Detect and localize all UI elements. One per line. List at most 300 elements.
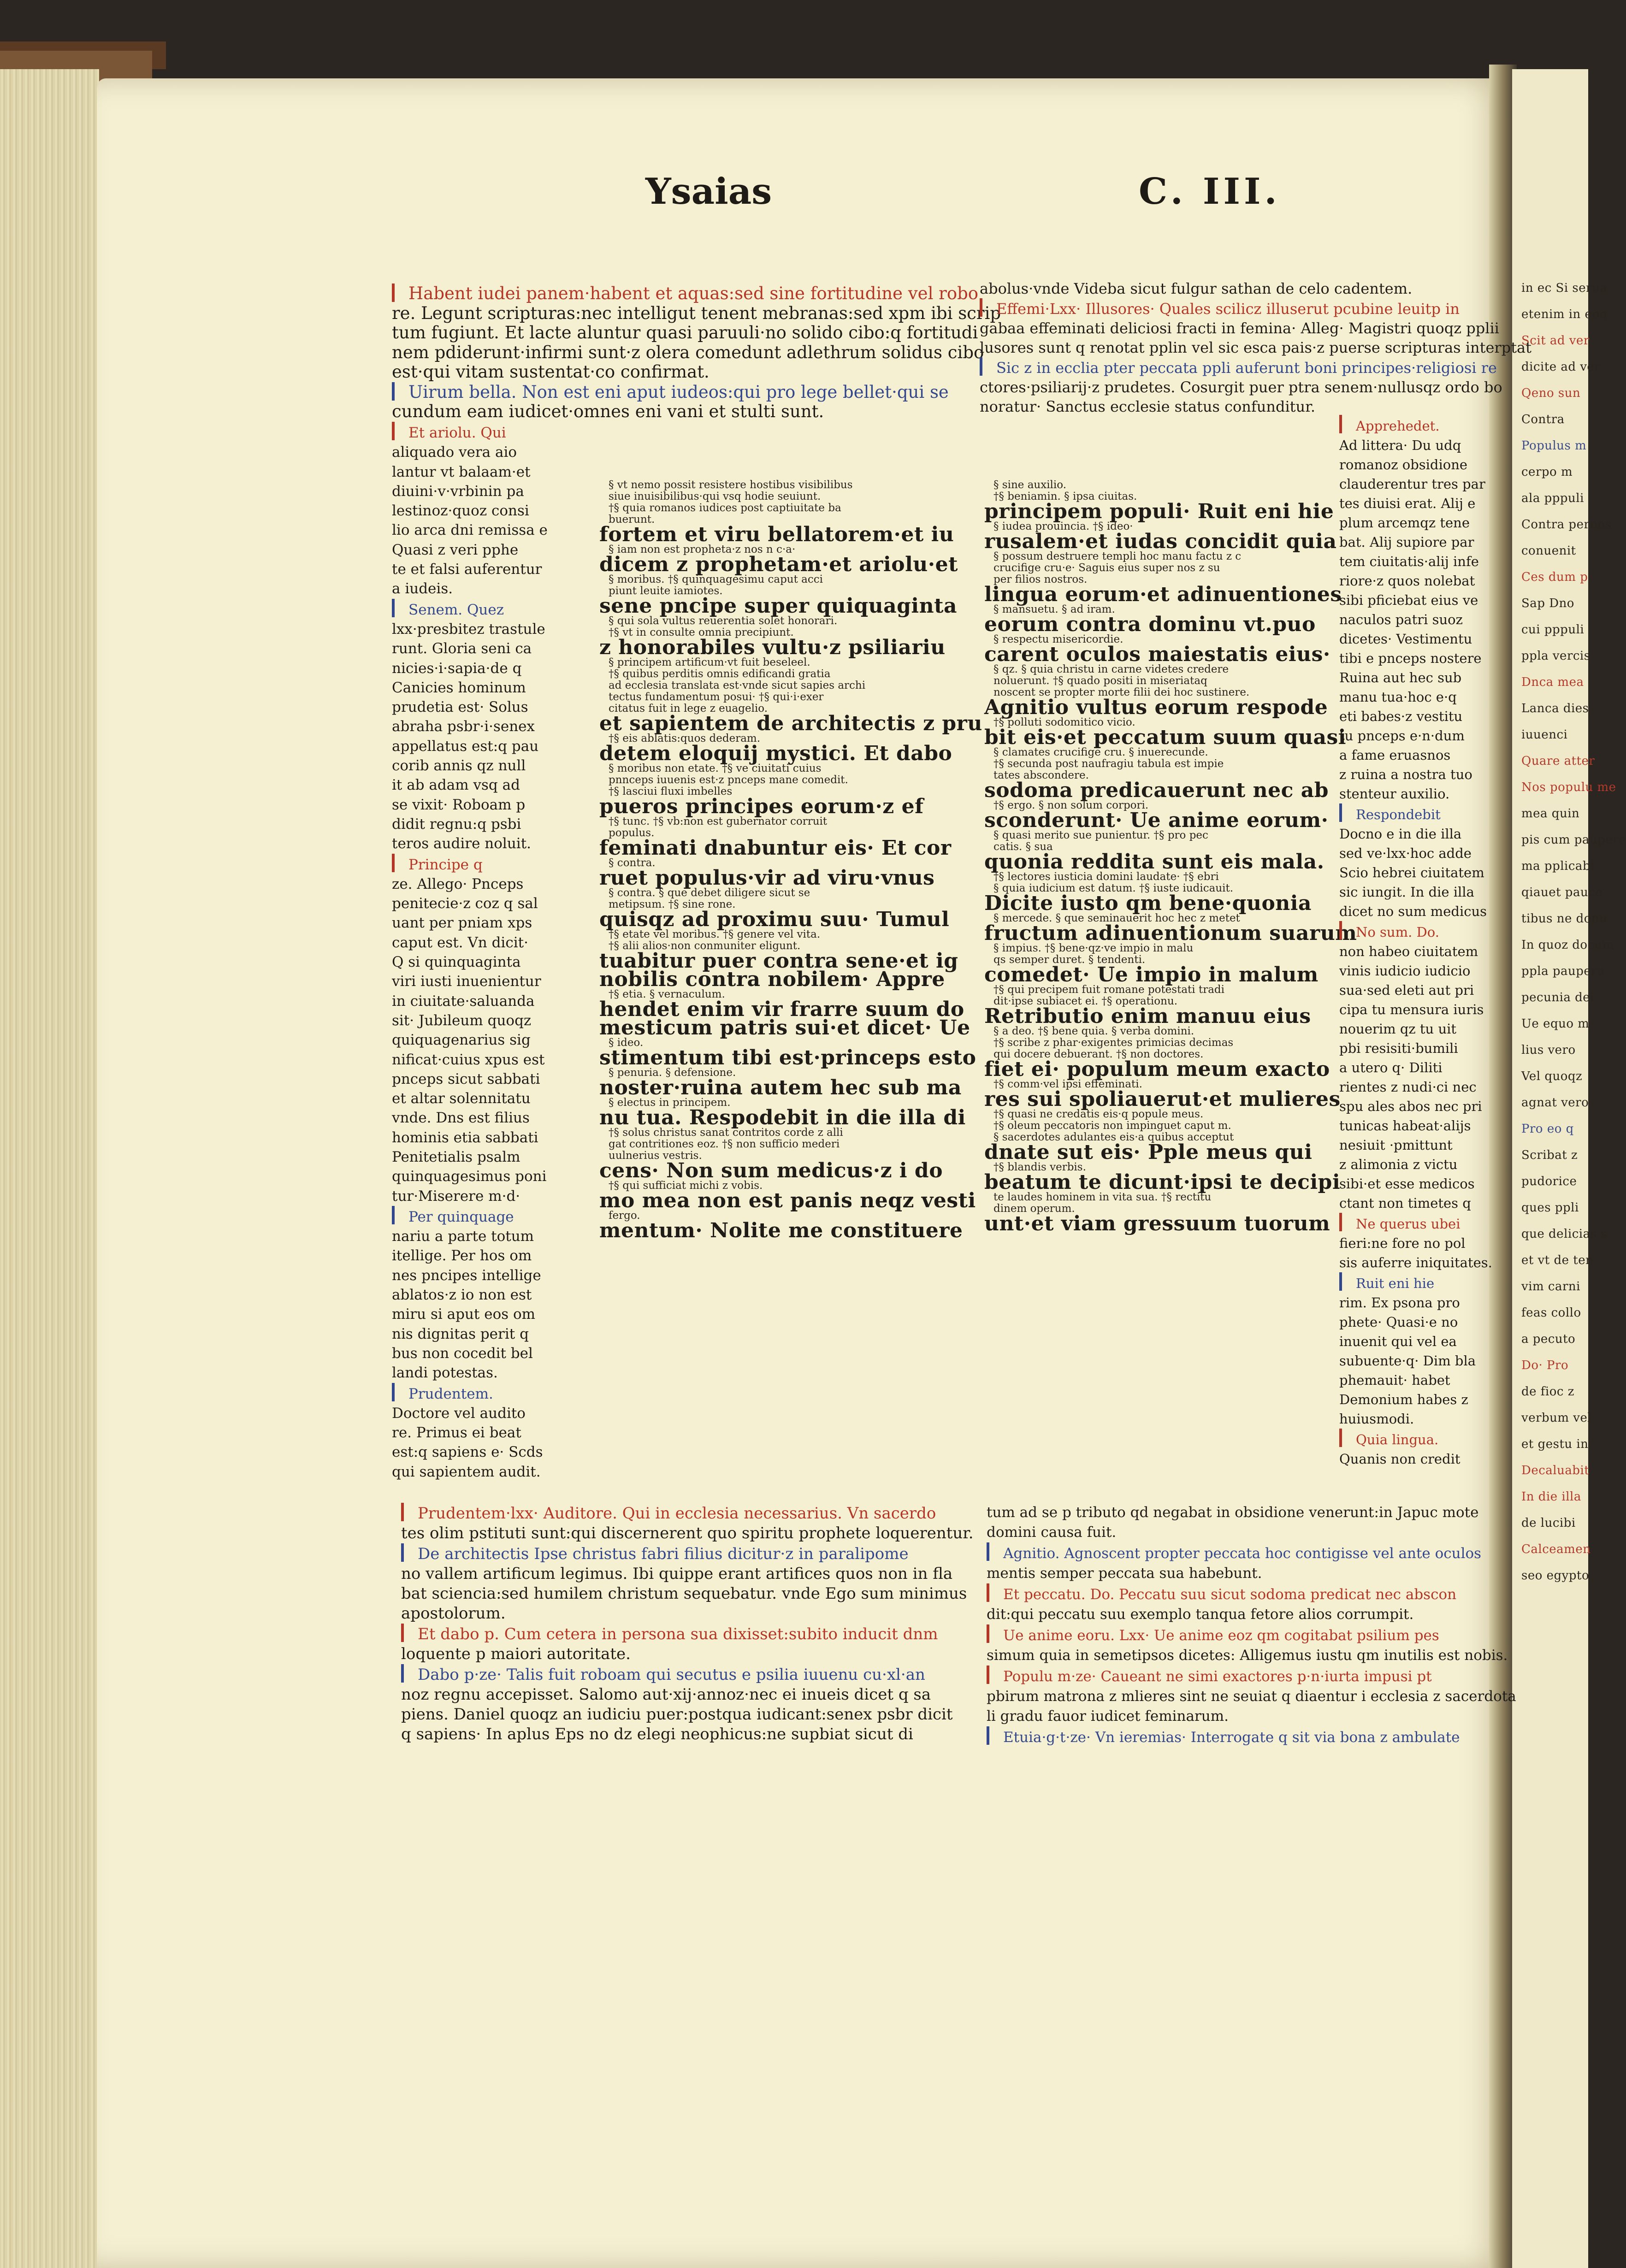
- gloss-text: pbirum matrona z mlieres sint ne seuiat q diaentur i ecclesia z sacerdota: [987, 1688, 1516, 1705]
- gloss-text: caput est. Vn dicit·: [392, 934, 528, 951]
- gloss-text: dit:qui peccatu suu exemplo tanqua fetore alios corrumpit.: [987, 1606, 1414, 1623]
- gloss-line: [392, 1069, 551, 1089]
- gloss-text: runt. Gloria seni ca: [392, 640, 532, 657]
- interlinear-gloss: †§ qui precipem fuit romane potestati tradi: [993, 984, 1224, 996]
- gloss-line: [1339, 1058, 1478, 1077]
- gloss-text: gabaa effeminati deliciosi fracti in femina· Alleg· Magistri quoqz pplii: [980, 319, 1499, 337]
- gloss-text: lestinoz·quoz consi: [392, 502, 529, 520]
- rubricated-initial-mark: [401, 1624, 416, 1642]
- gloss-line: [401, 1624, 938, 1644]
- gloss-line: [1339, 765, 1478, 784]
- rubricated-initial-mark: [392, 599, 407, 617]
- facing-page-text: dicite ad ver: [1521, 360, 1601, 374]
- facing-page-text: agnat vero: [1521, 1096, 1589, 1110]
- interlinear-gloss: § vt nemo possit resistere hostibus visibilibus: [609, 479, 853, 491]
- scripture-line: principem populi· Ruit eni hie: [984, 500, 1334, 523]
- gloss-text: est·qui vitam sustentat·co confirmat.: [392, 362, 710, 382]
- gloss-line: [392, 1442, 551, 1462]
- gloss-text: abolus·vnde Videba sicut fulgur sathan de celo cadentem.: [980, 280, 1413, 297]
- rubricated-initial-mark: [401, 1543, 416, 1562]
- facing-page-text: pis cum paupere: [1521, 833, 1626, 847]
- gloss-text: hominis etia sabbati: [392, 1129, 538, 1146]
- gloss-line: [1339, 1234, 1478, 1253]
- gloss-line: [987, 1542, 1494, 1564]
- gloss-text: ablatos·z io non est: [392, 1287, 532, 1304]
- gloss-text: Prudentem·lxx· Auditore. Qui in ecclesia necessarius. Vn sacerdo: [418, 1504, 936, 1523]
- gloss-left-top: [392, 284, 1001, 422]
- scripture-line: quonia reddita sunt eis mala.: [984, 850, 1324, 874]
- gloss-text: Quia lingua.: [1356, 1432, 1439, 1447]
- gloss-line: [1339, 1000, 1484, 1019]
- gloss-line: [401, 1503, 936, 1524]
- gloss-text: aliquado vera aio: [392, 444, 517, 461]
- gloss-line: [1339, 1077, 1478, 1097]
- gloss-line: [1339, 1019, 1478, 1039]
- gloss-text: Et peccatu. Do. Peccatu suu sicut sodoma predicat nec abscon: [1003, 1586, 1457, 1603]
- interlinear-gloss: fergo.: [609, 1210, 640, 1222]
- gloss-line: [980, 357, 1497, 378]
- gloss-text: Apprehedet.: [1356, 418, 1440, 434]
- gloss-text: Uirum bella. Non est eni aput iudeos:qui pro lege bellet·qui se: [408, 382, 949, 402]
- gloss-text: plum arcemqz tene: [1339, 515, 1470, 531]
- gloss-line: [1339, 921, 1478, 942]
- interlinear-gloss: †§ scribe z phar·exigentes primicias decimas: [993, 1037, 1234, 1049]
- gloss-line: [987, 1666, 1494, 1687]
- gloss-text: fieri:ne fore no pol: [1339, 1235, 1466, 1251]
- gloss-line: [392, 1324, 551, 1344]
- gloss-text: non habeo ciuitatem: [1339, 944, 1478, 959]
- gloss-line: [1339, 532, 1478, 552]
- scripture-line: comedet· Ue impio in malum: [984, 963, 1319, 986]
- gloss-text: dicet no sum medicus: [1339, 904, 1487, 919]
- gloss-text: viri iusti inuenientur: [392, 973, 541, 990]
- gloss-line: [1339, 803, 1478, 824]
- gloss-text: sit· Jubileum quoqz: [392, 1012, 532, 1029]
- gloss-text: no vallem artificum legimus. Ibi quippe erant artifices quos non in fla: [401, 1565, 953, 1583]
- gloss-text: simum quia in semetipsos dicetes: Alligemus iustu qm inutilis est nobis.: [987, 1647, 1508, 1664]
- gloss-text: re. Primus ei beat: [392, 1424, 521, 1441]
- gloss-line: [1339, 687, 1478, 707]
- gloss-text: Principe q: [408, 856, 483, 873]
- gloss-text: nificat·cuius xpus est: [392, 1051, 545, 1068]
- interlinear-gloss: § respectu misericordie.: [993, 633, 1123, 645]
- scripture-line: mentum· Nolite me constituere: [599, 1219, 963, 1242]
- facing-page-text: de fioc z: [1521, 1385, 1574, 1399]
- interlinear-gloss: ad ecclesia translata est·vnde sicut sapies archi: [609, 679, 866, 691]
- scripture-line: fiet ei· populum meum exacto: [984, 1057, 1330, 1081]
- gloss-line: [980, 279, 1487, 298]
- interlinear-gloss: qui docere debuerant. †§ non doctores.: [993, 1048, 1204, 1060]
- facing-page-text: Dnca mea: [1521, 675, 1584, 689]
- gloss-line: [392, 1167, 551, 1186]
- gloss-text: corib annis qz null: [392, 757, 526, 774]
- gloss-line: [401, 1664, 925, 1685]
- gloss-line: [1339, 415, 1478, 436]
- gloss-line: [392, 874, 551, 894]
- interlinear-gloss: populus.: [609, 827, 655, 839]
- gloss-text: inuenit qui vel ea: [1339, 1334, 1457, 1349]
- gloss-text: subuente·q· Dim bla: [1339, 1353, 1476, 1369]
- gloss-text: sua·sed eleti aut pri: [1339, 982, 1474, 998]
- gloss-text: a fame eruasnos: [1339, 747, 1451, 763]
- gloss-line: [392, 579, 551, 598]
- gloss-text: itellige. Per hos om: [392, 1247, 532, 1264]
- interlinear-gloss: †§ ergo. § non solum corpori.: [993, 799, 1149, 811]
- interlinear-gloss: dinem operum.: [993, 1203, 1075, 1215]
- scripture-line: et sapientem de architectis z pru: [599, 712, 982, 735]
- rubricated-initial-mark: [980, 357, 994, 376]
- gloss-line: [392, 1089, 551, 1108]
- facing-page-text: In quoz docum: [1521, 938, 1614, 952]
- gloss-line: [392, 1383, 551, 1404]
- gloss-text: romanoz obsidione: [1339, 457, 1468, 472]
- gloss-line: [1339, 1449, 1478, 1469]
- gloss-text: Prudentem.: [408, 1385, 493, 1402]
- gloss-text: te et falsi auferentur: [392, 561, 542, 578]
- scripture-line: unt·et viam gressuum tuorum: [984, 1212, 1330, 1235]
- scripture-line: Dicite iusto qm bene·quonia: [984, 892, 1312, 915]
- gloss-line: [392, 992, 551, 1011]
- gloss-text: q sapiens· In aplus Eps no dz elegi neophicus:ne supbiat sicut di: [401, 1725, 913, 1743]
- scripture-line: mesticum patris sui·et dicet· Ue: [599, 1016, 970, 1040]
- gloss-text: tibi e pnceps nostere: [1339, 650, 1482, 666]
- main-text-center: [599, 479, 982, 1242]
- gloss-text: appellatus est:q pau: [392, 738, 539, 755]
- gloss-text: bat sciencia:sed humilem christum sequebatur. vnde Ego sum minimus: [401, 1584, 967, 1603]
- interlinear-gloss: qs semper duret. § tendenti.: [993, 954, 1146, 966]
- gloss-line: [401, 1705, 953, 1725]
- facing-page-text: etenim in eoq: [1521, 307, 1608, 321]
- gloss-line: [392, 1423, 551, 1442]
- gloss-line: [987, 1523, 1494, 1542]
- facing-page-text: Vel quoqz: [1521, 1069, 1583, 1083]
- gloss-line: [1339, 513, 1478, 532]
- facing-page-text: mea quin: [1521, 807, 1580, 821]
- gloss-text: Et dabo p. Cum cetera in persona sua dixisset:subito inducit dnm: [418, 1625, 938, 1643]
- gloss-text: nicies·i·sapia·de q: [392, 660, 522, 677]
- gloss-text: clauderentur tres par: [1339, 476, 1485, 492]
- running-head-right: C. III.: [1139, 171, 1281, 213]
- facing-page-text: Lanca dies: [1521, 702, 1589, 715]
- gloss-line: [392, 422, 551, 443]
- interlinear-gloss: § penuria. § defensione.: [609, 1067, 736, 1079]
- facing-page-text: lius vero: [1521, 1043, 1576, 1057]
- gloss-text: penitecie·z coz q sal: [392, 895, 538, 912]
- interlinear-gloss: § a deo. †§ bene quia. § verba domini.: [993, 1025, 1194, 1037]
- gloss-text: ze. Allego· Pnceps: [392, 875, 524, 892]
- interlinear-gloss: § electus in principem.: [609, 1097, 731, 1109]
- interlinear-gloss: noluerunt. †§ quado positi in miseriataq: [993, 675, 1207, 687]
- gloss-text: Canicies hominum: [392, 679, 526, 696]
- gloss-line: [1339, 552, 1478, 571]
- gloss-line: [392, 501, 551, 520]
- gloss-text: manu tua·hoc e·q: [1339, 689, 1457, 705]
- gloss-line: [392, 1147, 551, 1167]
- gloss-line: [987, 1564, 1494, 1583]
- interlinear-gloss: †§ tunc. †§ vb:non est gubernator corruit: [609, 815, 828, 827]
- scripture-line: mo mea non est panis neqz vesti: [599, 1189, 976, 1212]
- scripture-line: dicem z prophetam·et ariolu·et: [599, 553, 958, 576]
- gloss-text: et altar solennitatu: [392, 1090, 531, 1107]
- interlinear-gloss: tectus fundamentum posui· †§ qui·i·exer: [609, 691, 824, 703]
- gloss-text: Sic z in ecclia pter peccata ppli auferunt boni principes·religiosi re: [996, 359, 1497, 377]
- running-head-left: Ysaias: [645, 171, 772, 213]
- gloss-line: [401, 1725, 922, 1744]
- interlinear-gloss: § qz. § quia christu in carne videtes credere: [993, 663, 1229, 675]
- facing-page-text: seo egypto: [1521, 1569, 1590, 1583]
- gloss-line: [392, 284, 979, 304]
- facing-page-text: Scribat z: [1521, 1148, 1578, 1162]
- rubricated-initial-mark: [987, 1666, 1001, 1684]
- gloss-line: [392, 678, 551, 697]
- gloss-line: [1339, 1174, 1478, 1193]
- gloss-line: [1339, 1039, 1478, 1058]
- gloss-line: [1339, 882, 1478, 902]
- rubricated-initial-mark: [392, 1383, 407, 1401]
- interlinear-gloss: †§ lasciui fluxi imbelles: [609, 786, 733, 797]
- gloss-line: [1339, 1370, 1478, 1390]
- rubricated-initial-mark: [1339, 415, 1354, 433]
- gloss-line: [987, 1583, 1494, 1605]
- gloss-line: [1339, 649, 1482, 668]
- gloss-text: lusores sunt q renotat pplin vel sic esca pais·z puerse scripturas interptat: [980, 339, 1531, 356]
- rubricated-initial-mark: [1339, 921, 1354, 939]
- facing-page-text: Pro eo q: [1521, 1122, 1574, 1136]
- gloss-line: [392, 775, 551, 795]
- gloss-text: Respondebit: [1356, 807, 1441, 822]
- gloss-text: cundum eam iudicet·omnes eni vani et stulti sunt.: [392, 402, 824, 421]
- gloss-text: Quanis non credit: [1339, 1451, 1460, 1467]
- gloss-line: [1339, 629, 1478, 649]
- gloss-text: sibi pficiebat eius ve: [1339, 592, 1478, 608]
- facing-page-text: Contra pernos: [1521, 518, 1612, 532]
- interlinear-gloss: †§ lectores iusticia domini laudate· †§ ebri: [993, 871, 1219, 883]
- gloss-text: nouerim qz tu uit: [1339, 1021, 1457, 1037]
- gloss-text: dicetes· Vestimentu: [1339, 631, 1472, 647]
- scripture-line: tuabitur puer contra sene·et ig: [599, 949, 958, 973]
- interlinear-gloss: crucifige cru·e· Saguis eius super nos z su: [993, 562, 1220, 574]
- gloss-line: [1339, 1429, 1478, 1449]
- gloss-line: [1339, 455, 1478, 474]
- gloss-text: nis dignitas perit q: [392, 1325, 529, 1342]
- gloss-line: [1339, 1253, 1492, 1272]
- gloss-text: vinis iudicio iudicio: [1339, 963, 1471, 979]
- interlinear-gloss: dit·ipse subiacet ei. †§ operationu.: [993, 995, 1178, 1007]
- gloss-line: [392, 1305, 551, 1324]
- gloss-line: [1339, 436, 1478, 455]
- gloss-text: in ciuitate·saluanda: [392, 992, 535, 1010]
- facing-page-text: conuenit: [1521, 544, 1576, 558]
- gloss-line: [392, 1246, 551, 1265]
- facing-page-text: de lucibi: [1521, 1516, 1576, 1530]
- gloss-line: [392, 1050, 551, 1069]
- gloss-line: [392, 303, 1001, 324]
- gloss-line: [392, 952, 551, 972]
- interlinear-gloss: gat contritiones eoz. †§ non sufficio mederi: [609, 1138, 840, 1150]
- gloss-line: [1339, 1155, 1478, 1174]
- gloss-text: tes olim pstituti sunt:qui discernerent quo spiritu prophete loquerentur.: [401, 1524, 974, 1542]
- gloss-text: bus non cocedit bel: [392, 1345, 533, 1362]
- gloss-line: [1339, 1409, 1478, 1429]
- rubricated-initial-mark: [401, 1664, 416, 1683]
- gloss-text: sis auferre iniquitates.: [1339, 1255, 1492, 1270]
- gloss-line: [1339, 1293, 1478, 1312]
- gloss-text: pnceps sicut sabbati: [392, 1070, 540, 1087]
- gloss-line: [392, 482, 551, 501]
- gloss-line: [392, 1030, 551, 1050]
- gloss-text: diuini·v·vrbinin pa: [392, 483, 524, 500]
- gloss-text: Scio hebrei ciuitatem: [1339, 865, 1484, 880]
- rubricated-initial-mark: [392, 382, 407, 401]
- gloss-text: z ruina a nostra tuo: [1339, 767, 1472, 782]
- gloss-text: spu ales abos nec pri: [1339, 1099, 1482, 1114]
- interlinear-gloss: § qui sola vultus reuerentia solet honorari.: [609, 615, 838, 627]
- scripture-line: ruet populus·vir ad viru·vnus: [599, 866, 935, 890]
- gloss-line: [987, 1503, 1494, 1523]
- gloss-text: tes diuisi erat. Alij e: [1339, 496, 1476, 511]
- facing-page-text: Contra: [1521, 413, 1565, 426]
- facing-page-text: Populus m: [1521, 439, 1587, 453]
- gloss-text: abraha psbr·i·senex: [392, 718, 535, 735]
- facing-page-text: tibus ne donu: [1521, 912, 1608, 926]
- gloss-text: z alimonia z victu: [1339, 1157, 1458, 1172]
- scripture-line: Agnitio vultus eorum respode: [984, 696, 1328, 719]
- facing-page-text: ppla vercis: [1521, 649, 1591, 663]
- scripture-line: stimentum tibi est·princeps esto: [599, 1046, 976, 1069]
- interlinear-gloss: § quasi merito sue punientur. †§ pro pec: [993, 829, 1208, 841]
- interlinear-gloss: § impius. †§ bene·qz·ve impio in malu: [993, 942, 1194, 954]
- gloss-text: mentis semper peccata sua habebunt.: [987, 1565, 1262, 1582]
- gloss-line: [392, 1285, 551, 1305]
- gloss-text: Ad littera· Du udq: [1339, 437, 1461, 453]
- gloss-line: [1339, 863, 1484, 882]
- gloss-line: [1339, 980, 1478, 1000]
- gloss-line: [401, 1584, 967, 1604]
- interlinear-gloss: § sine auxilio.: [993, 479, 1067, 491]
- gloss-text: huiusmodi.: [1339, 1411, 1414, 1427]
- gloss-line: [392, 1187, 551, 1206]
- gloss-line: [392, 834, 551, 853]
- facing-page-text: Ue equo m: [1521, 1017, 1590, 1031]
- gloss-text: De architectis Ipse christus fabri filius dicitur·z in paralipome: [418, 1545, 909, 1563]
- gloss-line: [980, 298, 1487, 319]
- gloss-line: [392, 697, 551, 717]
- gloss-line: [1339, 591, 1478, 610]
- gloss-text: est:q sapiens e· Scds: [392, 1444, 543, 1461]
- interlinear-gloss: †§ beniamin. § ipsa ciuitas.: [993, 490, 1137, 502]
- gloss-text: didit regnu:q psbi: [392, 815, 521, 833]
- gloss-text: nes pncipes intellige: [392, 1267, 541, 1284]
- scripture-line: fortem et viru bellatorem·et iu: [599, 523, 954, 546]
- interlinear-gloss: uulnerius vestris.: [609, 1150, 702, 1162]
- gloss-line: [392, 972, 551, 991]
- facing-page-text: que delicias s: [1521, 1227, 1608, 1241]
- interlinear-gloss: § mansuetu. § ad iram.: [993, 603, 1115, 615]
- rubricated-initial-mark: [392, 854, 407, 872]
- scripture-line: rusalem·et iudas concidit quia: [984, 530, 1337, 553]
- gloss-text: Quasi z veri pphe: [392, 541, 519, 558]
- gloss-line: [392, 362, 908, 382]
- gloss-line: [401, 1604, 922, 1624]
- gloss-text: tu pnceps e·n·dum: [1339, 728, 1465, 744]
- gloss-line: [392, 599, 551, 620]
- gloss-text: lantur vt balaam·et: [392, 463, 531, 480]
- gloss-text: Q si quinquaginta: [392, 954, 521, 971]
- facing-page-text: ppla pauperu: [1521, 964, 1605, 978]
- scripture-line: z honorabiles vultu·z psiliariu: [599, 636, 946, 659]
- interlinear-gloss: citatus fuit in lege z euagelio.: [609, 703, 768, 715]
- gloss-text: Etuia·g·t·ze· Vn ieremias· Interrogate q sit via bona z ambulate: [1003, 1729, 1460, 1746]
- gloss-text: Populu m·ze· Caueant ne simi exactores p·n·iurta impusi pt: [1003, 1668, 1432, 1685]
- gloss-line: [1339, 1272, 1478, 1293]
- gloss-line: [1339, 1193, 1478, 1213]
- interlinear-gloss: § ideo.: [609, 1037, 644, 1049]
- gloss-text: Demonium habes z: [1339, 1392, 1468, 1407]
- gloss-text: Ue anime eoru. Lxx· Ue anime eoz qm cogitabat psilium pes: [1003, 1627, 1439, 1644]
- gloss-line: [392, 402, 908, 422]
- gloss-line: [392, 443, 551, 462]
- gloss-line: [392, 520, 551, 540]
- gloss-line: [987, 1726, 1494, 1748]
- gloss-text: quinquagesimus poni: [392, 1168, 547, 1185]
- facing-page-text: cerpo m: [1521, 465, 1573, 479]
- scripture-line: dnate sut eis· Pple meus qui: [984, 1140, 1313, 1164]
- scripture-line: noster·ruina autem hec sub ma: [599, 1076, 962, 1099]
- gloss-text: Dabo p·ze· Talis fuit roboam qui secutus e psilia iuuenu cu·xl·an: [418, 1666, 925, 1684]
- gloss-line: [392, 1128, 551, 1147]
- gloss-text: phete· Quasi·e no: [1339, 1314, 1458, 1330]
- scripture-line: detem eloquij mystici. Et dabo: [599, 742, 952, 765]
- gloss-line: [1339, 610, 1478, 629]
- scripture-line: sene pncipe super quiquaginta: [599, 594, 957, 618]
- gloss-text: nem pdiderunt·infirmi sunt·z olera comedunt adlethrum solidus cibo: [392, 342, 984, 362]
- scripture-line: fructum adinuentionum suarum: [984, 921, 1357, 945]
- gloss-line: [392, 717, 551, 736]
- gloss-text: li gradu fauor iudicet feminarum.: [987, 1708, 1229, 1725]
- facing-page-text: Scit ad ver: [1521, 334, 1590, 348]
- scripture-line: eorum contra dominu vt.puo: [984, 613, 1316, 636]
- interlinear-gloss: § sacerdotes adulantes eis·a quibus acceptut: [993, 1131, 1234, 1143]
- gloss-line: [392, 1108, 551, 1128]
- gloss-text: tur·Miserere m·d·: [392, 1187, 520, 1205]
- facing-page-text: Quare atter: [1521, 754, 1595, 768]
- gloss-left-bottom: [401, 1503, 974, 1744]
- gloss-text: a utero q· Diliti: [1339, 1060, 1443, 1075]
- gloss-text: ctant non timetes q: [1339, 1195, 1471, 1211]
- gloss-text: nesiuit ·pmittunt: [1339, 1137, 1453, 1153]
- facing-page-text: iuuenci: [1521, 728, 1568, 742]
- interlinear-gloss: †§ comm·vel ipsi effeminati.: [993, 1078, 1142, 1090]
- gloss-text: qui sapientem audit.: [392, 1463, 541, 1480]
- interlinear-gloss: § possum destruere templi hoc manu factu z c: [993, 550, 1242, 562]
- gloss-line: [1339, 1097, 1482, 1116]
- gloss-text: cipa tu mensura iuris: [1339, 1002, 1484, 1017]
- facing-page-text: ques ppli: [1521, 1201, 1579, 1215]
- rubricated-initial-mark: [392, 422, 407, 440]
- gloss-text: Ruit eni hie: [1356, 1276, 1435, 1291]
- facing-page-text: In die illa: [1521, 1490, 1581, 1504]
- interlinear-gloss: metipsum. †§ sine rone.: [609, 898, 736, 910]
- interlinear-gloss: pnnceps iuuenis est·z pnceps mane comedit.: [609, 774, 848, 786]
- gloss-text: tum fugiunt. Et lacte aluntur quasi paruuli·no solido cibo:q fortitudi: [392, 323, 978, 343]
- facing-page-text: verbum vel: [1521, 1411, 1592, 1425]
- gloss-text: Doctore vel audito: [392, 1405, 526, 1422]
- facing-page-text: pudorice: [1521, 1175, 1577, 1188]
- interlinear-gloss: te laudes hominem in vita sua. †§ rectitu: [993, 1191, 1212, 1203]
- facing-page-fragment: [1512, 69, 1626, 2268]
- gloss-text: Penitetialis psalm: [392, 1148, 520, 1165]
- gloss-line: [401, 1543, 922, 1564]
